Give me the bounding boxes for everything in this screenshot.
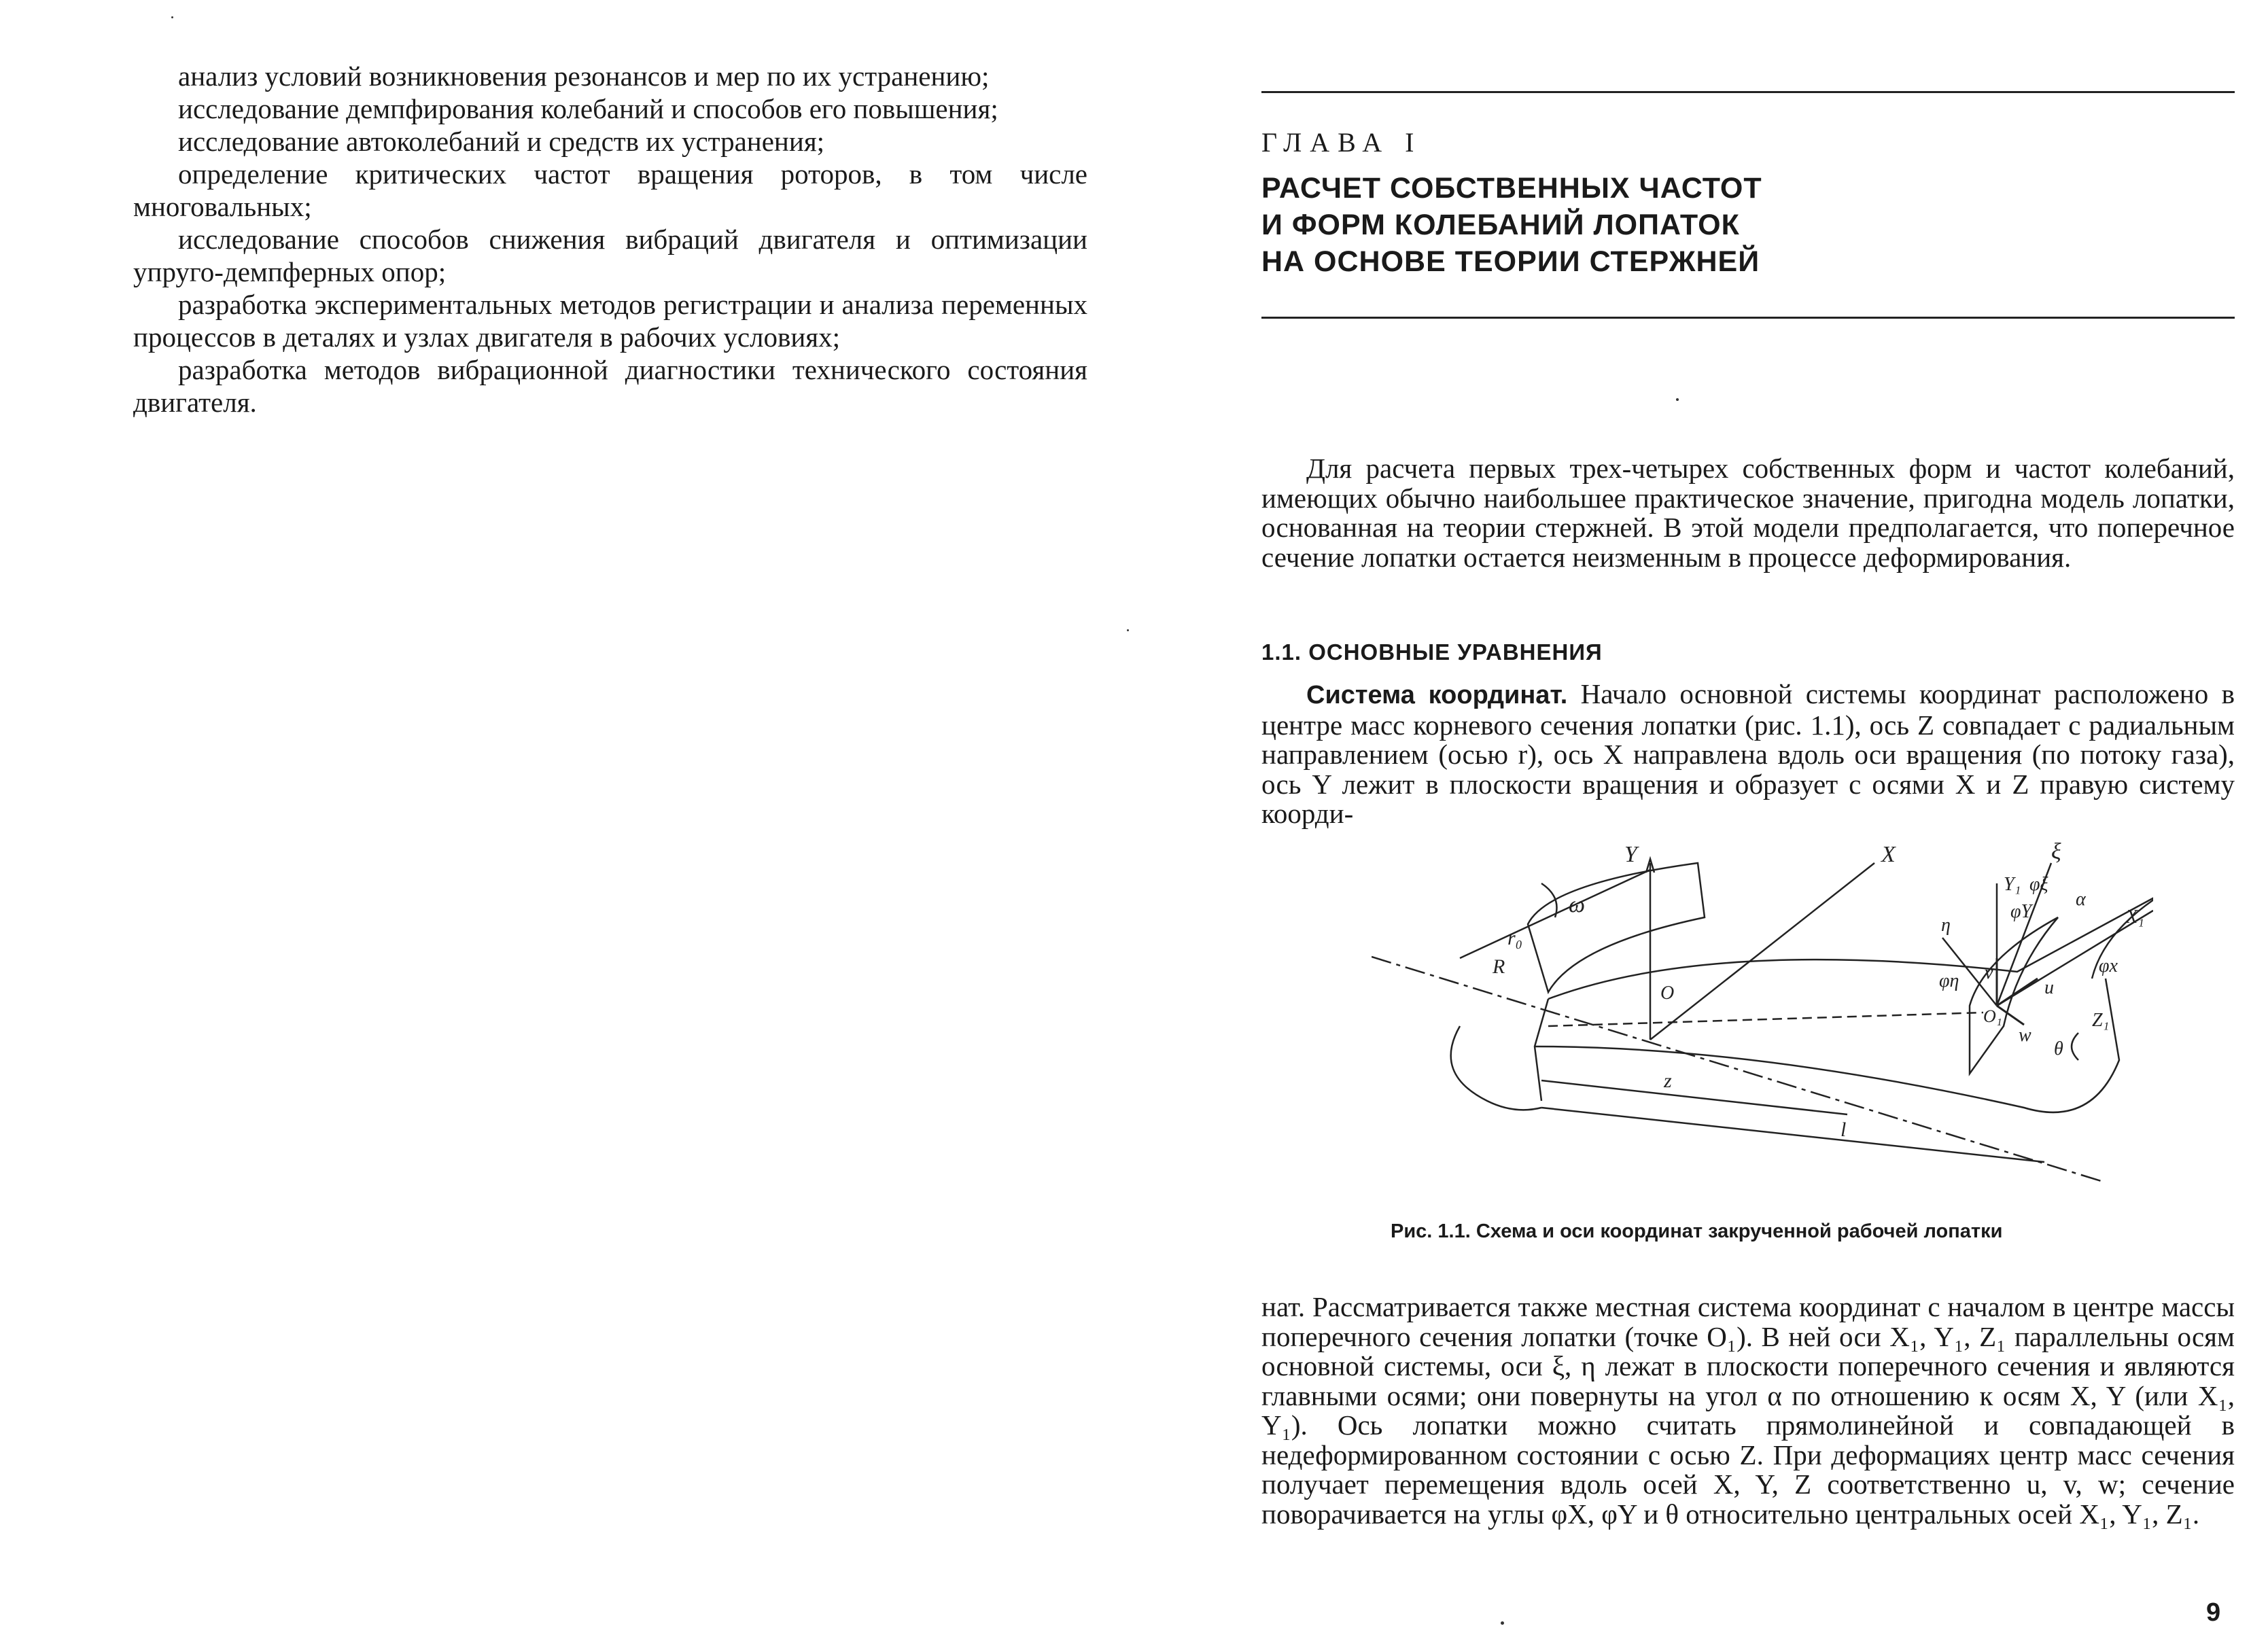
label-v: v (1985, 962, 1993, 983)
intro-paragraph: Для расчета первых трех-четырех собственных форм и частот колебаний, имеющих обычно наибольшее практическое значение, пригодна модель лопатки, основанная на теории стержней. В этой модели предполагается, что поперечное сечение лопатки остается неизменным в процессе деформирования. (1261, 453, 2235, 573)
list-item: определение критических частот вращения роторов, в том числе многовальных; (133, 158, 1087, 222)
label-phi-y: φY (2010, 901, 2032, 922)
bottom-rule (1261, 317, 2235, 319)
figure-labels (1492, 843, 2144, 1141)
theta-arc (2072, 1033, 2078, 1060)
chapter-label: ГЛАВА I (1261, 127, 1423, 158)
continuation-paragraph: нат. Рассматривается также местная система координат с началом в центре массы поперечного сечения лопатки (точке O₁). В ней оси X₁, Y₁, Z₁ параллельны осям основной системы, оси ξ, η лежат в плоскости поперечного сечения и являются главными осями; они повернуты на угол α по отношению к осям X, Y (или X₁, Y₁). Ось лопатки можно считать прямолинейной и совпадающей в недеформированном состоянии с осью Z. При деформациях центр масс сечения получает перемещения вдоль осей X, Y, Z соответственно u, v, w; сечение поворачивается на углы φX, φY и θ относительно центральных осей X₁, Y₁, Z₁. (1261, 1291, 2235, 1530)
caption-text: Схема и оси координат закрученной рабочей лопатки (1476, 1220, 2003, 1242)
z-dimension (1541, 1080, 1847, 1114)
page-number: 9 (2206, 1598, 2221, 1627)
scan-speck (1501, 1621, 1504, 1625)
chapter-title-line: РАСЧЕТ СОБСТВЕННЫХ ЧАСТОТ (1261, 172, 1762, 205)
coordinate-system-paragraph (1261, 680, 2235, 829)
l-dimension (1541, 1108, 2044, 1162)
section-heading: 1.1. ОСНОВНЫЕ УРАВНЕНИЯ (1261, 639, 1603, 665)
figure-blade-diagram (1372, 843, 2153, 1196)
chapter-title-line: И ФОРМ КОЛЕБАНИЙ ЛОПАТОК (1261, 209, 1740, 241)
scan-speck (171, 16, 173, 18)
label-eta: η (1941, 915, 1951, 936)
coordinate-system-text (1261, 680, 2235, 829)
blade-root-edge (1535, 999, 1548, 1101)
r0-dimension (1460, 870, 1650, 958)
list-item: разработка методов вибрационной диагностики технического состояния двигателя. (133, 354, 1087, 418)
chapter-title-line: НА ОСНОВЕ ТЕОРИИ СТЕРЖНЕЙ (1261, 245, 1760, 278)
x-axis (1650, 863, 1874, 1040)
label-phi-xi: φξ (2029, 874, 2048, 895)
label-o1: O₁ (1983, 1006, 2002, 1026)
label-o: O (1660, 983, 1675, 1004)
label-omega: ω (1569, 892, 1586, 917)
list-item: анализ условий возникновения резонансов и мер по их устранению; (178, 60, 990, 92)
caption-prefix: Рис. 1.1. (1391, 1220, 1471, 1242)
label-y: Y (1624, 843, 1637, 867)
label-r: R (1493, 955, 1505, 978)
top-rule (1261, 91, 2235, 93)
continuation-block (1261, 1292, 2235, 1529)
label-phi-x: φx (2099, 955, 2118, 976)
z-axis (1548, 1013, 1983, 1026)
label-xi: ξ (2051, 843, 2061, 864)
left-page-list (133, 60, 1087, 419)
label-theta: θ (2054, 1038, 2063, 1059)
right-page (1134, 0, 2268, 1637)
label-z1: Z₁ (2092, 1010, 2110, 1031)
list-item: исследование демпфирования колебаний и способов его повышения; (178, 93, 998, 124)
blade-trailing-edge (1535, 979, 2119, 1112)
label-w: w (2019, 1025, 2031, 1046)
disk-outline (1451, 1026, 1541, 1110)
label-alpha: α (2076, 889, 2086, 910)
chapter-title (1261, 170, 2077, 280)
list-item: исследование способов снижения вибраций двигателя и оптимизации упруго-демпферных опор; (133, 224, 1087, 287)
label-x1: X₁ (2126, 906, 2144, 928)
rotation-axis (1372, 957, 2106, 1182)
list-item: исследование автоколебаний и средств их устранения; (178, 126, 825, 157)
figure-caption (1391, 1219, 2070, 1244)
label-r0: r₀ (1507, 927, 1523, 949)
coordinate-system-body: Начало основной системы координат расположено в центре масс корневого сечения лопатки (рис. 1.1), ось Z совпадает с радиальным направлением (осью r), ось X направлена вдоль оси вращения (по потоку газа), ось Y лежит в плоскости вращения и образует с осями X и Z правую систему коорди- (1261, 678, 2235, 829)
label-l: l (1840, 1119, 1847, 1141)
label-y1: Y₁ (2004, 874, 2021, 895)
label-u: u (2044, 977, 2054, 998)
scan-speck (1127, 629, 1129, 631)
list-item: разработка экспериментальных методов регистрации и анализа переменных процессов в деталях и узлах двигателя в рабочих условиях; (133, 289, 1087, 353)
label-phi-eta: φη (1939, 970, 1959, 991)
disk-segment-top (1528, 863, 1705, 992)
label-x: X (1881, 843, 1896, 867)
label-z: z (1664, 1070, 1672, 1092)
intro-paragraph-block (1261, 454, 2235, 572)
run-in-heading: Система координат. (1306, 681, 1568, 709)
scan-speck (1676, 398, 1679, 401)
blade-leading-edge (1548, 883, 2153, 999)
blade-diagram-svg (1372, 843, 2153, 1196)
